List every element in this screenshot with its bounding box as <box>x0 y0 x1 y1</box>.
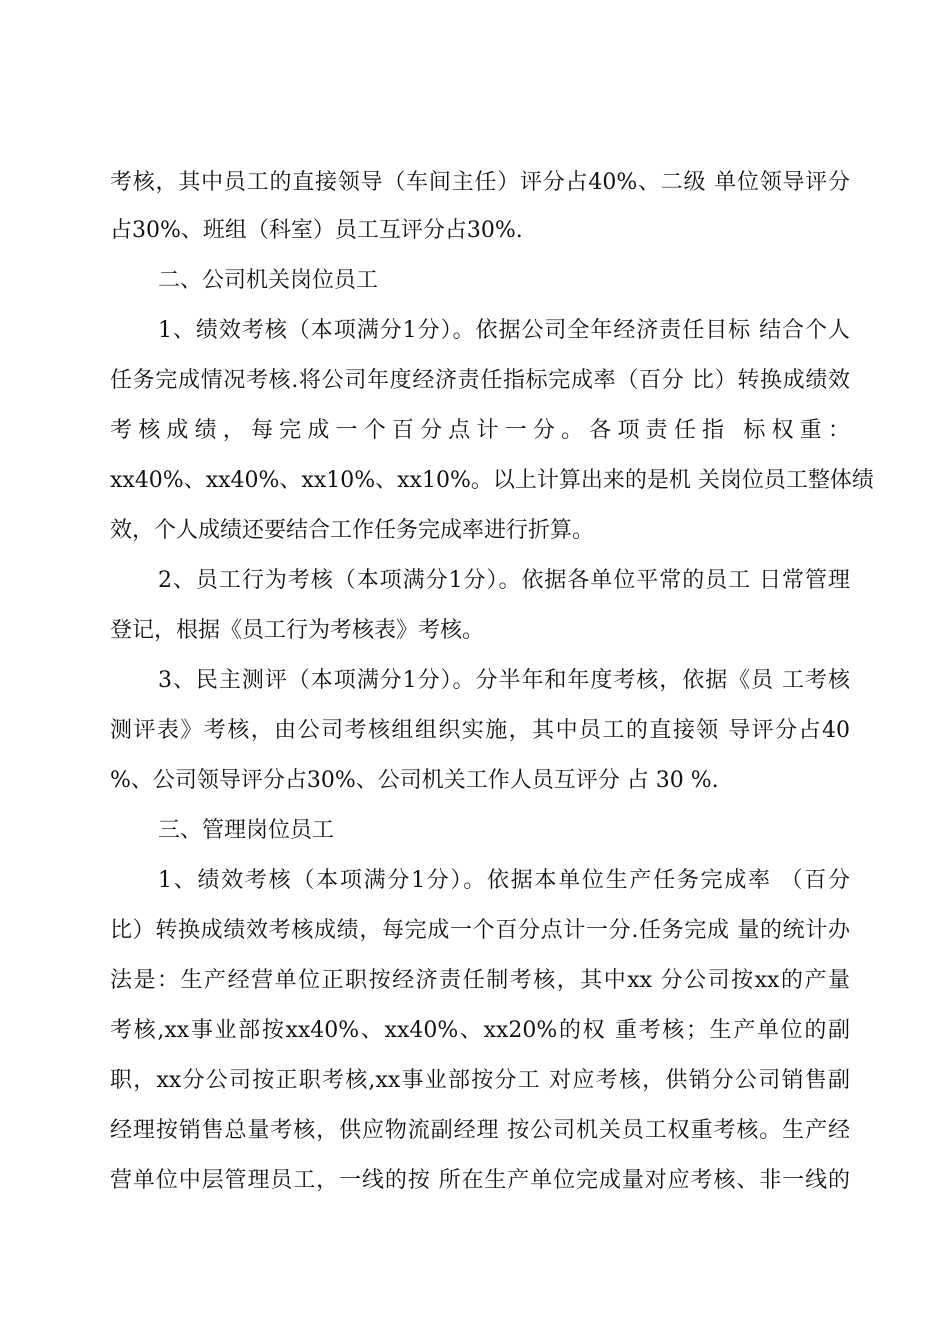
body-text-line: 1、绩效考核（本项满分1分）。依据公司全年经济责任目标 结合个人 <box>158 318 850 343</box>
body-text-line: 3、民主测评（本项满分1分）。分半年和年度考核，依据《员 工考核 <box>158 668 850 693</box>
body-text-line: xx40%、xx40%、xx10%、xx10%。以上计算出来的是机 关岗位员工整体绩 <box>110 468 874 493</box>
body-text-line: 比）转换成绩效考核成绩，每完成一个百分点计一分.任务完成 量的统计办 <box>110 918 850 943</box>
body-text-line: 考核,xx事业部按xx40%、xx40%、xx20%的权 重考核；生产单位的副 <box>110 1018 850 1043</box>
body-text-line: 法是：生产经营单位正职按经济责任制考核，其中xx 分公司按xx的产量 <box>110 968 850 993</box>
body-text-line: 营单位中层管理员工，一线的按 所在生产单位完成量对应考核、非一线的 <box>110 1168 850 1193</box>
body-text-line: 考核成绩，每完成一个百分点计一分。各项责任指 标权重： <box>110 418 850 443</box>
body-text-line: 测评表》考核，由公司考核组组织实施，其中员工的直接领 导评分占40 <box>110 718 850 743</box>
body-text-line: 经理按销售总量考核，供应物流副经理 按公司机关员工权重考核。生产经 <box>110 1118 850 1143</box>
body-text-line: 登记，根据《员工行为考核表》考核。 <box>110 618 485 643</box>
body-text-line: 效，个人成绩还要结合工作任务完成率进行折算。 <box>110 518 595 543</box>
body-text-line: 任务完成情况考核.将公司年度经济责任指标完成率（百分 比）转换成绩效 <box>110 368 850 393</box>
body-text-line: 2、员工行为考核（本项满分1分）。依据各单位平常的员工 日常管理 <box>158 568 850 593</box>
body-text-line: 1、绩效考核（本项满分1分）。依据本单位生产任务完成率 （百分 <box>158 868 850 893</box>
body-text-line: 考核，其中员工的直接领导（车间主任）评分占40%、二级 单位领导评分 <box>110 170 850 195</box>
body-text-line: 占30%、班组（科室）员工互评分占30%. <box>110 218 523 243</box>
body-text-line: 职，xx分公司按正职考核,xx事业部按分工 对应考核，供销分公司销售副 <box>110 1068 850 1093</box>
section-heading: 二、公司机关岗位员工 <box>158 268 379 293</box>
body-text-line: %、公司领导评分占30%、公司机关工作人员互评分 占 30 %. <box>110 768 719 793</box>
section-heading: 三、管理岗位员工 <box>158 818 335 843</box>
